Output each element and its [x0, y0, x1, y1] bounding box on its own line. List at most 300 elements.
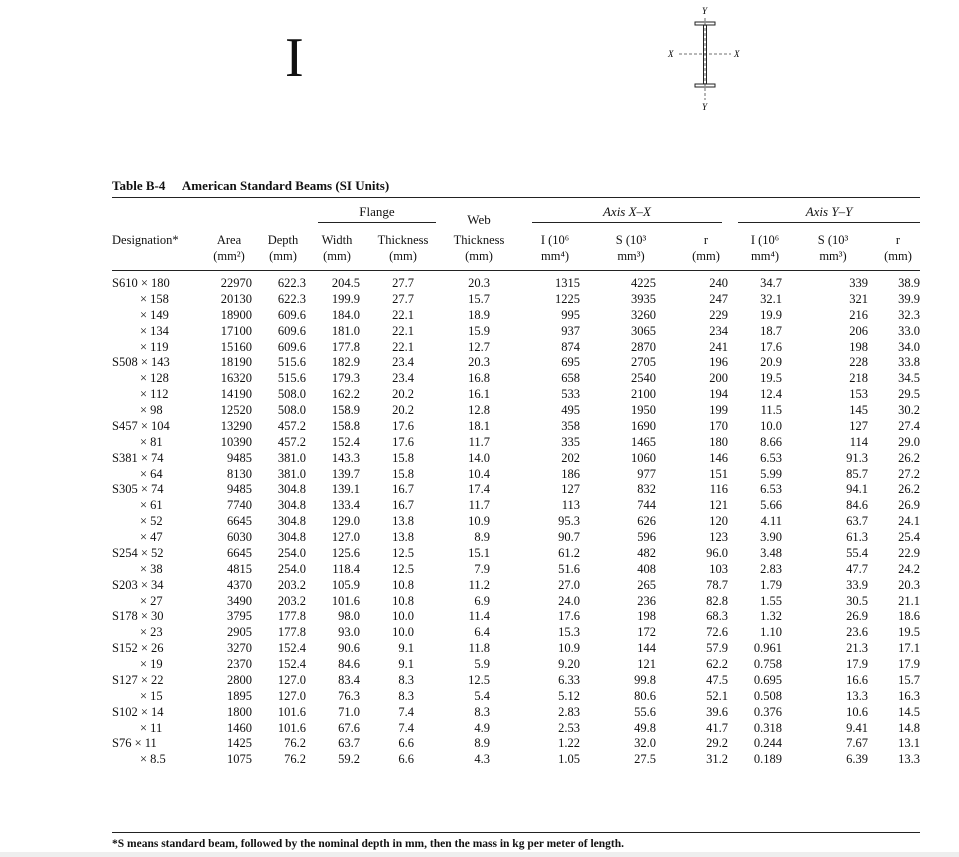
cell-value: 15.1 — [468, 545, 490, 560]
cell-value: 0.508 — [753, 688, 782, 703]
table-row — [112, 705, 920, 721]
cell-value: 0.318 — [753, 720, 782, 735]
cell-value: 29.5 — [898, 387, 920, 402]
cell-value: 11.8 — [468, 641, 490, 656]
cell-value: 27.2 — [898, 466, 920, 481]
cell-value: 335 — [561, 434, 580, 449]
cell-value: 1465 — [631, 434, 656, 449]
cell-value: 457.2 — [277, 434, 306, 449]
cell-value: 7.4 — [398, 720, 414, 735]
table-row — [112, 514, 920, 530]
cell-value: 2370 — [227, 657, 252, 671]
cell-value: 16.1 — [468, 387, 490, 402]
cell-value: 6.53 — [760, 482, 782, 497]
cell-value: 1950 — [631, 403, 656, 417]
cell-value: 0.961 — [753, 641, 782, 656]
col-header-area: Area (mm²) — [213, 233, 245, 263]
cell-designation: S76 × 11 — [112, 736, 157, 751]
table-row — [112, 467, 920, 483]
cell-value: 14.5 — [898, 704, 920, 719]
cell-value: 626 — [637, 514, 656, 529]
cell-value: 515.6 — [277, 371, 306, 386]
table-row — [112, 657, 920, 673]
cell-value: 63.7 — [338, 736, 360, 751]
cell-value: 116 — [709, 482, 728, 497]
cell-value: 20130 — [220, 291, 252, 306]
cell-value: 234 — [709, 323, 728, 338]
cell-value: 3.48 — [760, 545, 782, 560]
cell-value: 76.2 — [284, 752, 306, 767]
cell-value: 3260 — [631, 307, 656, 322]
cell-value: 127.0 — [277, 688, 306, 703]
cell-value: 4.3 — [474, 752, 490, 767]
cell-value: 20.2 — [392, 387, 414, 402]
cell-value: 8.9 — [474, 736, 490, 751]
cell-designation: × 47 — [140, 530, 163, 544]
cell-value: 9.41 — [846, 720, 868, 735]
cell-value: 218 — [849, 371, 868, 386]
cell-value: 29.2 — [706, 736, 728, 751]
table-row — [112, 689, 920, 705]
cell-value: 39.9 — [898, 291, 920, 306]
cell-value: 4225 — [631, 276, 656, 290]
cell-value: 114 — [849, 434, 868, 449]
cell-value: 96.0 — [706, 545, 728, 560]
cell-value: 55.4 — [846, 545, 868, 560]
cell-value: 12.5 — [392, 561, 414, 576]
table-body — [112, 276, 920, 768]
cell-value: 13.8 — [392, 514, 414, 529]
cell-value: 995 — [561, 307, 580, 322]
cell-designation: × 11 — [140, 720, 163, 735]
cell-value: 12.8 — [468, 403, 490, 417]
cell-value: 8.3 — [398, 688, 414, 703]
table-row — [112, 546, 920, 562]
cell-value: 51.6 — [558, 561, 580, 576]
cell-value: 19.9 — [760, 307, 782, 322]
cell-value: 13.1 — [898, 736, 920, 751]
table-row — [112, 340, 920, 356]
cell-value: 2100 — [631, 387, 656, 402]
cell-value: 4370 — [227, 577, 252, 592]
cell-value: 113 — [561, 498, 580, 513]
cell-value: 977 — [637, 466, 656, 481]
cell-value: 2.83 — [760, 561, 782, 576]
cell-value: 34.7 — [760, 276, 782, 290]
cell-value: 82.8 — [706, 593, 728, 608]
cell-value: 68.3 — [706, 609, 728, 624]
cell-value: 17.1 — [898, 641, 920, 656]
cell-value: 177.8 — [277, 625, 306, 640]
cell-value: 90.6 — [338, 641, 360, 656]
cell-value: 85.7 — [846, 466, 868, 481]
cell-value: 1.22 — [558, 736, 580, 751]
cell-value: 254.0 — [277, 561, 306, 576]
cell-value: 25.4 — [898, 530, 920, 544]
cell-value: 198 — [637, 609, 656, 624]
cell-value: 15160 — [220, 339, 252, 354]
cell-value: 8.3 — [398, 672, 414, 687]
cell-value: 4815 — [227, 561, 252, 576]
cell-value: 203.2 — [277, 577, 306, 592]
cell-value: 52.1 — [706, 688, 728, 703]
cell-value: 78.7 — [706, 577, 728, 592]
cell-value: 162.2 — [331, 387, 360, 402]
cell-value: 47.7 — [846, 561, 868, 576]
cell-value: 153 — [849, 387, 868, 402]
cell-value: 101.6 — [277, 720, 306, 735]
cell-value: 13.8 — [392, 530, 414, 544]
cell-value: 13.3 — [846, 688, 868, 703]
cell-value: 27.4 — [898, 418, 920, 433]
cell-value: 22.1 — [392, 307, 414, 322]
cell-value: 23.4 — [392, 371, 414, 386]
table-row — [112, 578, 920, 594]
cell-designation: × 98 — [140, 403, 163, 417]
cell-value: 200 — [709, 371, 728, 386]
cell-value: 15.9 — [468, 323, 490, 338]
cell-value: 5.12 — [558, 688, 580, 703]
cell-value: 17.6 — [392, 434, 414, 449]
cell-value: 72.6 — [706, 625, 728, 640]
cell-value: 62.2 — [706, 657, 728, 671]
table-row — [112, 292, 920, 308]
table-row — [112, 355, 920, 371]
cell-value: 57.9 — [706, 641, 728, 656]
cell-designation: × 15 — [140, 688, 163, 703]
cell-value: 182.9 — [331, 355, 360, 370]
table-row — [112, 752, 920, 768]
cell-value: 172 — [637, 625, 656, 640]
cell-value: 12.7 — [468, 339, 490, 354]
cell-value: 34.0 — [898, 339, 920, 354]
cell-value: 177.8 — [277, 609, 306, 624]
table-row — [112, 721, 920, 737]
cell-value: 143.3 — [331, 450, 360, 465]
cell-value: 937 — [561, 323, 580, 338]
table-top-rule — [112, 197, 920, 198]
cell-value: 103 — [709, 561, 728, 576]
table-row — [112, 276, 920, 292]
table-row — [112, 736, 920, 752]
cell-value: 236 — [637, 593, 656, 608]
cell-value: 482 — [637, 545, 656, 560]
cell-value: 18.7 — [760, 323, 782, 338]
cell-value: 6030 — [227, 530, 252, 544]
cell-value: 152.4 — [277, 641, 306, 656]
cell-value: 179.3 — [331, 371, 360, 386]
table-label: Table B-4 — [112, 178, 166, 193]
cell-value: 622.3 — [277, 291, 306, 306]
cell-designation: × 119 — [140, 339, 169, 354]
cell-value: 17.4 — [468, 482, 490, 497]
cell-value: 15.3 — [558, 625, 580, 640]
cell-value: 63.7 — [846, 514, 868, 529]
table-header-rule — [112, 270, 920, 271]
cell-value: 30.2 — [898, 403, 920, 417]
cell-value: 658 — [561, 371, 580, 386]
cell-value: 59.2 — [338, 752, 360, 767]
cell-value: 1.05 — [558, 752, 580, 767]
cell-designation: × 61 — [140, 498, 163, 513]
cell-designation: × 64 — [140, 466, 163, 481]
table-row — [112, 609, 920, 625]
cell-designation: S152 × 26 — [112, 641, 164, 656]
cell-designation: S305 × 74 — [112, 482, 164, 497]
axis-label-y-bottom: Y — [702, 102, 708, 112]
cell-value: 26.9 — [898, 498, 920, 513]
cell-value: 20.9 — [760, 355, 782, 370]
cell-value: 196 — [709, 355, 728, 370]
cell-value: 14.8 — [898, 720, 920, 735]
cell-value: 2.83 — [558, 704, 580, 719]
cell-value: 127 — [561, 482, 580, 497]
table-row — [112, 498, 920, 514]
cell-value: 10.4 — [468, 466, 490, 481]
cell-value: 3935 — [631, 291, 656, 306]
table-row — [112, 324, 920, 340]
cell-value: 11.2 — [468, 577, 490, 592]
cell-value: 508.0 — [277, 403, 306, 417]
table-row — [112, 562, 920, 578]
cell-value: 9485 — [227, 450, 252, 465]
cell-designation: S127 × 22 — [112, 672, 164, 687]
cell-value: 181.0 — [331, 323, 360, 338]
col-header-ixx: I (10⁶ mm⁴) — [540, 233, 570, 263]
cell-designation: × 149 — [140, 307, 169, 322]
cell-value: 20.3 — [468, 355, 490, 370]
cell-value: 0.376 — [753, 704, 782, 719]
cell-value: 265 — [637, 577, 656, 592]
cell-value: 133.4 — [331, 498, 360, 513]
cell-designation: S381 × 74 — [112, 450, 164, 465]
cell-value: 180 — [709, 434, 728, 449]
cell-designation: × 158 — [140, 291, 169, 306]
cell-value: 29.0 — [898, 434, 920, 449]
cell-value: 17.9 — [898, 657, 920, 671]
cell-value: 99.8 — [634, 672, 656, 687]
cell-value: 158.8 — [331, 418, 360, 433]
cell-value: 0.695 — [753, 672, 782, 687]
cell-value: 6645 — [227, 514, 252, 529]
table-row — [112, 625, 920, 641]
cell-value: 18190 — [220, 355, 252, 370]
cell-value: 26.2 — [898, 450, 920, 465]
cell-value: 1895 — [227, 688, 252, 703]
cell-value: 34.5 — [898, 371, 920, 386]
col-header-depth: Depth (mm) — [267, 233, 299, 263]
cell-value: 7.4 — [398, 704, 414, 719]
cell-designation: × 23 — [140, 625, 163, 640]
table-row — [112, 673, 920, 689]
cell-value: 32.0 — [634, 736, 656, 751]
table-row — [112, 308, 920, 324]
cell-value: 832 — [637, 482, 656, 497]
cell-value: 98.0 — [338, 609, 360, 624]
col-header-flange-thickness: Thickness (mm) — [377, 233, 429, 263]
cell-value: 101.6 — [277, 704, 306, 719]
page-bottom-strip — [0, 852, 959, 857]
cell-value: 254.0 — [277, 545, 306, 560]
cell-value: 1.10 — [760, 625, 782, 640]
cell-value: 31.2 — [706, 752, 728, 767]
cell-designation: S203 × 34 — [112, 577, 164, 592]
cell-value: 515.6 — [277, 355, 306, 370]
cell-designation: × 128 — [140, 371, 169, 386]
cell-value: 90.7 — [558, 530, 580, 544]
cell-value: 1.32 — [760, 609, 782, 624]
cell-value: 121 — [709, 498, 728, 513]
cell-value: 27.7 — [392, 276, 414, 290]
cell-value: 19.5 — [760, 371, 782, 386]
cell-value: 23.4 — [392, 355, 414, 370]
cell-value: 744 — [637, 498, 656, 513]
cell-value: 381.0 — [277, 450, 306, 465]
cell-value: 6.6 — [398, 736, 414, 751]
cell-value: 206 — [849, 323, 868, 338]
col-header-sxx: S (10³ mm³) — [615, 233, 647, 263]
cell-value: 247 — [709, 291, 728, 306]
cell-value: 84.6 — [338, 657, 360, 671]
table-row — [112, 641, 920, 657]
cell-value: 33.0 — [898, 323, 920, 338]
table-row — [112, 371, 920, 387]
cell-designation: S102 × 14 — [112, 704, 164, 719]
cell-value: 16.7 — [392, 498, 414, 513]
cell-value: 49.8 — [634, 720, 656, 735]
cell-value: 8130 — [227, 466, 252, 481]
cell-value: 71.0 — [338, 704, 360, 719]
cell-value: 622.3 — [277, 276, 306, 290]
cell-value: 21.3 — [846, 641, 868, 656]
cell-value: 152.4 — [331, 434, 360, 449]
group-header-axis-xx: Axis X–X — [602, 204, 651, 219]
cell-value: 80.6 — [634, 688, 656, 703]
cell-value: 10.0 — [392, 609, 414, 624]
cell-value: 127 — [849, 418, 868, 433]
cell-value: 83.4 — [338, 672, 360, 687]
beam-cross-section-diagram — [665, 4, 745, 114]
group-header-axis-yy: Axis Y–Y — [805, 204, 853, 219]
table-row — [112, 419, 920, 435]
cell-value: 10.9 — [468, 514, 490, 529]
cell-value: 0.758 — [753, 657, 782, 671]
cell-value: 129.0 — [331, 514, 360, 529]
cell-designation: × 52 — [140, 514, 163, 529]
cell-value: 1460 — [227, 720, 252, 735]
col-header-ryy: r (mm) — [884, 233, 912, 263]
cell-value: 11.5 — [760, 403, 782, 417]
cell-value: 20.3 — [898, 577, 920, 592]
cell-value: 101.6 — [331, 593, 360, 608]
cell-value: 139.1 — [331, 482, 360, 497]
cell-value: 304.8 — [277, 514, 306, 529]
cell-value: 15.8 — [392, 466, 414, 481]
cell-designation: × 81 — [140, 434, 163, 449]
cell-value: 4.11 — [760, 514, 782, 529]
cell-value: 457.2 — [277, 418, 306, 433]
cell-value: 5.66 — [760, 498, 782, 513]
cell-value: 18.6 — [898, 609, 920, 624]
cell-value: 609.6 — [277, 339, 306, 354]
cell-value: 20.2 — [392, 403, 414, 417]
cell-value: 7.9 — [474, 561, 490, 576]
cell-value: 2870 — [631, 339, 656, 354]
cell-value: 304.8 — [277, 498, 306, 513]
cell-value: 76.3 — [338, 688, 360, 703]
cell-value: 16.8 — [468, 371, 490, 386]
cell-value: 127.0 — [277, 672, 306, 687]
cell-value: 339 — [849, 276, 868, 290]
cell-value: 10390 — [220, 434, 252, 449]
cell-value: 10.0 — [760, 418, 782, 433]
cell-value: 18900 — [220, 307, 252, 322]
cell-value: 8.3 — [474, 704, 490, 719]
group-rule-flange — [318, 222, 436, 223]
group-rule-axis-xx — [532, 222, 722, 223]
cell-value: 3490 — [227, 593, 252, 608]
cell-value: 120 — [709, 514, 728, 529]
cell-value: 184.0 — [331, 307, 360, 322]
cell-value: 118.4 — [332, 561, 360, 576]
cell-value: 152.4 — [277, 657, 306, 671]
cell-value: 6.6 — [398, 752, 414, 767]
cell-designation: × 38 — [140, 561, 163, 576]
cell-value: 1075 — [227, 752, 252, 767]
cell-value: 146 — [709, 450, 728, 465]
cell-value: 1425 — [227, 736, 252, 751]
cell-value: 41.7 — [706, 720, 728, 735]
cell-value: 16320 — [220, 371, 252, 386]
cell-value: 381.0 — [277, 466, 306, 481]
cell-value: 177.8 — [331, 339, 360, 354]
cell-value: 204.5 — [331, 276, 360, 290]
table-row — [112, 530, 920, 546]
group-header-flange: Flange — [359, 204, 395, 219]
cell-value: 55.6 — [634, 704, 656, 719]
cell-value: 1.79 — [760, 577, 782, 592]
cell-value: 2540 — [631, 371, 656, 386]
cell-value: 125.6 — [331, 545, 360, 560]
cell-value: 121 — [637, 657, 656, 671]
cell-value: 17.6 — [558, 609, 580, 624]
cell-value: 199.9 — [331, 291, 360, 306]
cell-value: 15.7 — [468, 291, 490, 306]
col-header-rxx: r (mm) — [692, 233, 720, 263]
cell-value: 0.244 — [753, 736, 782, 751]
cell-value: 67.6 — [338, 720, 360, 735]
cell-value: 151 — [709, 466, 728, 481]
cell-value: 9.1 — [398, 657, 414, 671]
cell-value: 30.5 — [846, 593, 868, 608]
cell-value: 11.7 — [468, 498, 490, 513]
cell-value: 24.0 — [558, 593, 580, 608]
cell-value: 12520 — [220, 403, 252, 417]
cell-value: 3.90 — [760, 530, 782, 544]
cell-value: 495 — [561, 403, 580, 417]
cell-value: 23.6 — [846, 625, 868, 640]
cell-value: 9.1 — [398, 641, 414, 656]
cell-value: 13.3 — [898, 752, 920, 767]
cell-value: 84.6 — [846, 498, 868, 513]
col-header-flange-width: Width (mm) — [321, 233, 353, 263]
cell-value: 24.1 — [898, 514, 920, 529]
cell-value: 3795 — [227, 609, 252, 624]
axis-label-y-top: Y — [702, 6, 708, 16]
cell-value: 6.9 — [474, 593, 490, 608]
table-caption — [112, 178, 389, 194]
cell-designation: × 112 — [140, 387, 169, 402]
